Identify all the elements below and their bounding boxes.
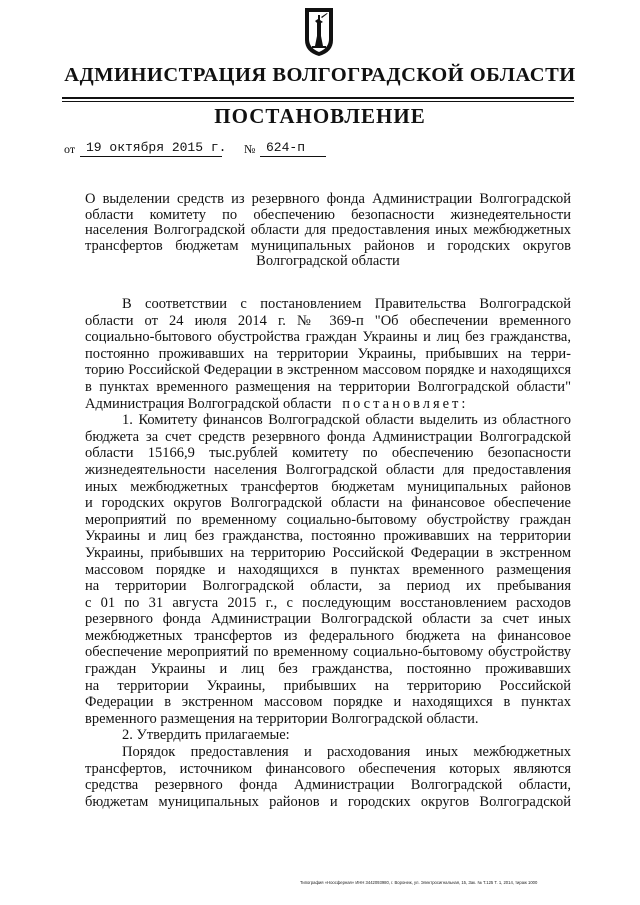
resolving-word: постановляет: xyxy=(342,395,469,412)
item2-sub-line: Порядок предоставления и расходования иных межбюджетных xyxy=(122,744,571,761)
item1-line: мероприятий по временному социально-бытовому обустройству граждан xyxy=(85,511,571,528)
item1-line: резервного фонда Администрации Волгоградской области за счет иных xyxy=(85,611,571,628)
organization-name: АДМИНИСТРАЦИЯ ВОЛГОГРАДСКОЙ ОБЛАСТИ xyxy=(64,64,576,86)
item1-line: на территории Волгоградской области, за период их пребывания xyxy=(85,578,571,595)
item1-line: области 15166,9 тыс.рублей комитету по обеспечению безопасности xyxy=(85,445,571,462)
body-line: социально-бытового обустройства граждан Украины и лиц без гражданства, xyxy=(85,329,571,346)
item1-line: временного размещения на территории Волгоградской области. xyxy=(85,710,479,727)
item1-line: Украины и лиц без гражданства, постоянно проживавших на территории xyxy=(85,528,571,545)
document-number: 624-п xyxy=(260,139,326,157)
item1-line: обеспечение мероприятий по временному социально-бытовому обустройству xyxy=(85,644,571,661)
title-line: О выделении средств из резервного фонда Администрации Волгоградской xyxy=(85,191,571,207)
resolving-party: Администрация Волгоградской области xyxy=(85,395,332,412)
item1-line: на территории Украины, прибывших на территорию Российской xyxy=(85,677,571,694)
item1-line: Украины, прибывших на территорию Российской Федерации в экстренном xyxy=(85,544,571,561)
printer-footer: Типография «Ноосферная» ИНН 3442093980, г. Воронеж, ул. Электросигнальная, 15, Зак. № Т.125 Т. 1, 2014, тираж 1000 xyxy=(300,880,538,885)
item1-line: Федерации в экстренном массовом порядке и находящихся в пунктах xyxy=(85,694,571,711)
body-line: торию Российской Федерации в экстренном массовом порядке и находящихся xyxy=(85,362,571,379)
document-title xyxy=(85,192,571,270)
volgograd-coat-of-arms-icon xyxy=(303,6,335,58)
item1-line: массовом порядке и находящихся в пунктах временного размещения xyxy=(85,561,571,578)
body-line xyxy=(85,396,571,413)
title-line: Волгоградской области xyxy=(256,253,400,269)
item1-line: и городских округов Волгоградской области на финансовое обеспечение xyxy=(85,495,571,512)
title-line: трансфертов бюджетам муниципальных районов и городских округов xyxy=(85,237,571,254)
item2-sub-line: средства резервного фонда Администрации Волгоградской области, xyxy=(85,777,571,794)
header-rule-thin xyxy=(62,101,574,102)
document-type: ПОСТАНОВЛЕНИЕ xyxy=(214,104,426,128)
body-line: постоянно проживавших на территории Украины, прибывших на терри- xyxy=(85,345,571,362)
item1-line: бюджета за счет средств резервного фонда Администрации Волгоградской xyxy=(85,428,571,445)
item2-sub-line: бюджетам муниципальных районов и городских округов Волгоградской xyxy=(85,793,571,810)
item1-line: граждан Украины и лиц без гражданства, постоянно проживавших xyxy=(85,661,571,678)
body-line: в пунктах временного размещения на территории Волгоградской области" xyxy=(85,378,571,395)
title-line: населения Волгоградской области для предоставления иных межбюджетных xyxy=(85,222,571,238)
item1-line: жизнедеятельности населения Волгоградской области для предоставления xyxy=(85,461,571,478)
document-date: 19 октября 2015 г. xyxy=(80,139,222,157)
item1-line: 1. Комитету финансов Волгоградской области выделить из областного xyxy=(122,412,571,429)
title-line: области комитету по обеспечению безопасности жизнедеятельности xyxy=(85,206,571,223)
item2-line: 2. Утвердить прилагаемые: xyxy=(122,727,290,744)
number-prefix: № xyxy=(244,142,256,156)
date-prefix: от xyxy=(64,142,76,156)
date-number-line xyxy=(64,139,354,159)
item2-sub-line: трансфертов, источником финансового обеспечения которых являются xyxy=(85,760,571,777)
body-line: области от 24 июля 2014 г. № 369-п "Об обеспечении временного xyxy=(85,312,571,329)
body-line: В соответствии с постановлением Правительства Волгоградской xyxy=(122,296,571,312)
header-rule-thick xyxy=(62,97,574,99)
item1-line: иных межбюджетных трансфертов бюджетам муниципальных районов xyxy=(85,478,571,495)
item1-line: межбюджетных трансфертов из федерального бюджета на финансовое xyxy=(85,627,571,644)
document-body xyxy=(85,296,571,810)
item1-line: с 01 по 31 августа 2015 г., с последующим восстановлением расходов xyxy=(85,594,571,611)
